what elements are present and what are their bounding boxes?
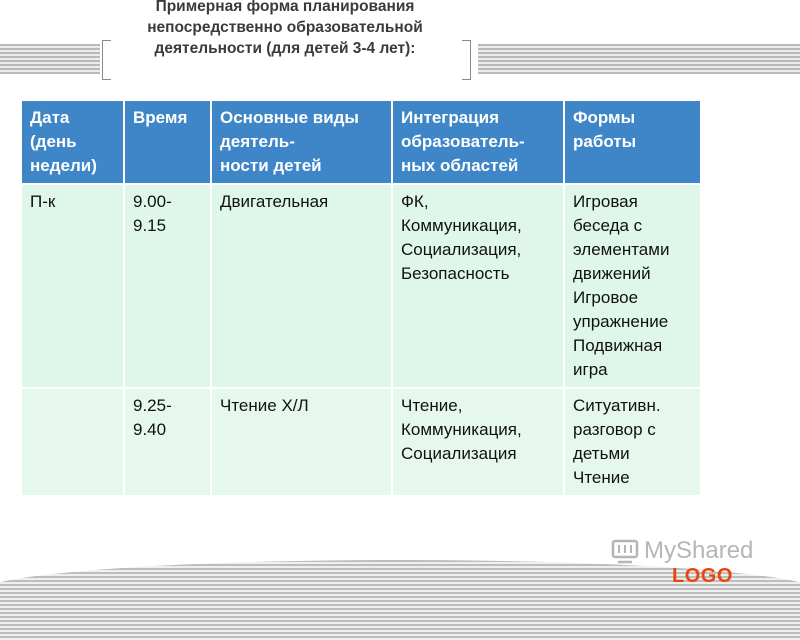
- cell-time: 9.00- 9.15: [124, 184, 211, 388]
- title-bracket-right: [462, 40, 471, 80]
- myshared-watermark: [610, 536, 753, 566]
- cell-integration: ФК, Коммуникация, Социализация, Безопасность: [392, 184, 564, 388]
- cell-activity: Чтение Х/Л: [211, 388, 392, 496]
- logo: LOGO: [672, 565, 733, 587]
- cell-activity: Двигательная: [211, 184, 392, 388]
- cell-day: П-к: [21, 184, 124, 388]
- cell-time: 9.25- 9.40: [124, 388, 211, 496]
- header-time: Время: [124, 100, 211, 184]
- planning-table: [20, 99, 702, 497]
- cell-forms: Ситуативн. разговор с детьми Чтение: [564, 388, 701, 496]
- table-row: [21, 388, 701, 496]
- cell-forms: Игровая беседа с элементами движений Игровое упражнение Подвижная игра: [564, 184, 701, 388]
- watermark-text: MyShared: [644, 537, 754, 564]
- decorative-stripes-right: [478, 44, 800, 74]
- header-forms: Формы работы: [564, 100, 701, 184]
- table-header-row: [21, 100, 701, 184]
- title-line-2: непосредственно образовательной: [147, 19, 423, 36]
- slide-title: [110, 0, 460, 59]
- title-line-3: деятельности (для детей 3-4 лет):: [154, 40, 416, 57]
- decorative-stripes-left: [0, 44, 100, 74]
- myshared-icon: [610, 536, 640, 566]
- table-row: [21, 184, 701, 388]
- cell-integration: Чтение, Коммуникация, Социализация: [392, 388, 564, 496]
- header-date: Дата (день недели): [21, 100, 124, 184]
- title-line-1: Примерная форма планирования: [155, 0, 415, 15]
- cell-day: [21, 388, 124, 496]
- header-activity: Основные виды деятель- ности детей: [211, 100, 392, 184]
- header-integration: Интеграция образователь- ных областей: [392, 100, 564, 184]
